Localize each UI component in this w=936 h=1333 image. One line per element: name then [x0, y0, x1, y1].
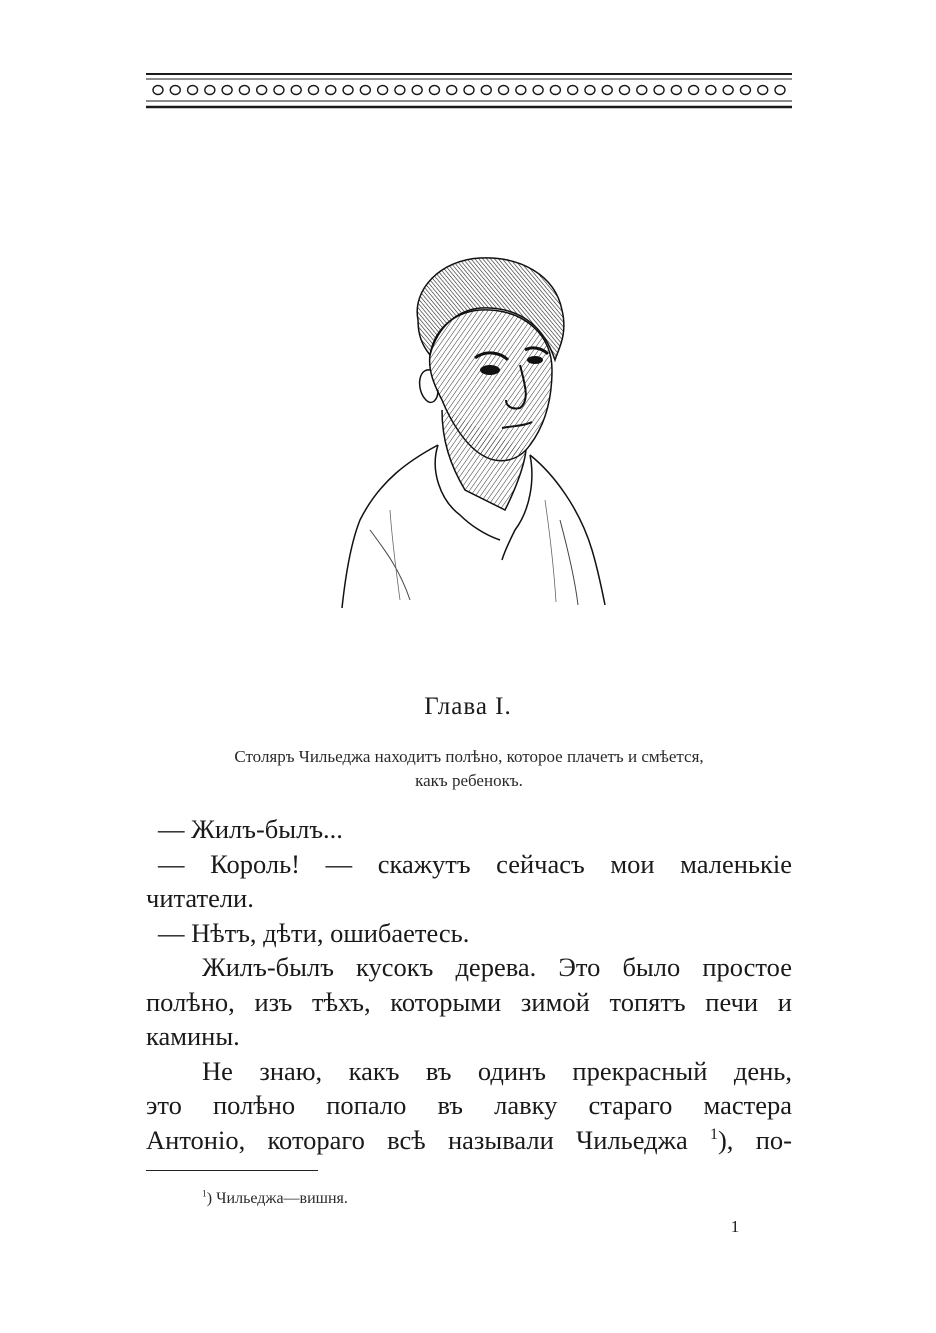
ornament-circle: [689, 86, 699, 95]
ornament-circle: [706, 86, 716, 95]
footnote: [202, 1190, 348, 1208]
text-line: — Король! — скажутъ сейчасъ мои маленькіе: [158, 848, 792, 879]
ornament-circle: [533, 86, 543, 95]
ornament-circle: [429, 86, 439, 95]
ornament-circle: [257, 86, 267, 95]
text-line: полѣно, изъ тѣхъ, которыми зимой топятъ печи и: [146, 986, 792, 1017]
footnote-divider: [146, 1170, 318, 1171]
ornament-circle: [499, 86, 509, 95]
ornament-circle: [585, 86, 595, 95]
text-line: камины.: [146, 1021, 240, 1051]
ornament-circle: [550, 86, 560, 95]
body-text: [146, 812, 792, 1157]
ornament-circle: [188, 86, 198, 95]
text-line: читатели.: [146, 883, 254, 913]
ornament-circle: [309, 86, 319, 95]
chapter-summary: [146, 745, 792, 793]
page-number: 1: [730, 1217, 740, 1236]
ornament-circle: [326, 86, 336, 95]
text-line: Не знаю, какъ въ одинъ прекрасный день,: [202, 1055, 792, 1086]
chapter-title: Глава I.: [424, 693, 512, 720]
footnote-marker: 1: [202, 1188, 207, 1200]
ornament-circle: [205, 86, 215, 95]
text-line: — Нѣтъ, дѣти, ошибаетесь.: [158, 917, 470, 948]
footnote-reference: 1: [710, 1125, 718, 1143]
text-fragment: ), по-: [717, 1124, 792, 1155]
portrait-illustration: [330, 250, 610, 610]
ornament-header-band: [146, 70, 792, 118]
text-line: Жилъ-былъ кусокъ дерева. Это было простое: [202, 952, 792, 982]
text-line: это полѣно попало въ лавку стараго мастера: [146, 1090, 792, 1120]
ornament-circle: [412, 86, 422, 95]
ornament-circle: [758, 86, 768, 95]
ornament-circle: [464, 86, 474, 95]
ornament-circle: [343, 86, 353, 95]
ornament-circle: [378, 86, 388, 95]
ornament-circle: [222, 86, 232, 95]
ornament-circle: [360, 86, 370, 95]
ornament-circle: [274, 86, 284, 95]
ornament-circle: [239, 86, 249, 95]
ornament-circle: [654, 86, 664, 95]
text-line: [146, 1123, 792, 1158]
ornament-circle: [775, 86, 785, 95]
ornament-circle: [516, 86, 526, 95]
ornament-circle: [153, 86, 163, 95]
ornament-circle: [637, 86, 647, 95]
chapter-summary-line: какъ ребенокъ.: [415, 771, 523, 790]
footnote-text: ) Чильеджа—вишня.: [206, 1190, 348, 1207]
ornament-circle: [447, 86, 457, 95]
ornament-circle: [723, 86, 733, 95]
ornament-circle: [481, 86, 491, 95]
ornament-circle: [395, 86, 405, 95]
text-line: — Жилъ-былъ...: [158, 814, 343, 844]
ornament-circle: [620, 86, 630, 95]
ornament-circle: [740, 86, 750, 95]
ornament-circle: [602, 86, 612, 95]
ornament-circle: [671, 86, 681, 95]
ornament-circle: [170, 86, 180, 95]
chapter-summary-line: Столяръ Чильеджа находитъ полѣно, которое плачетъ и смѣется,: [234, 747, 704, 766]
ornament-circle: [568, 86, 578, 95]
text-fragment: Антоніо, котораго всѣ называли Чильеджа: [146, 1124, 711, 1155]
ornament-circle: [291, 86, 301, 95]
